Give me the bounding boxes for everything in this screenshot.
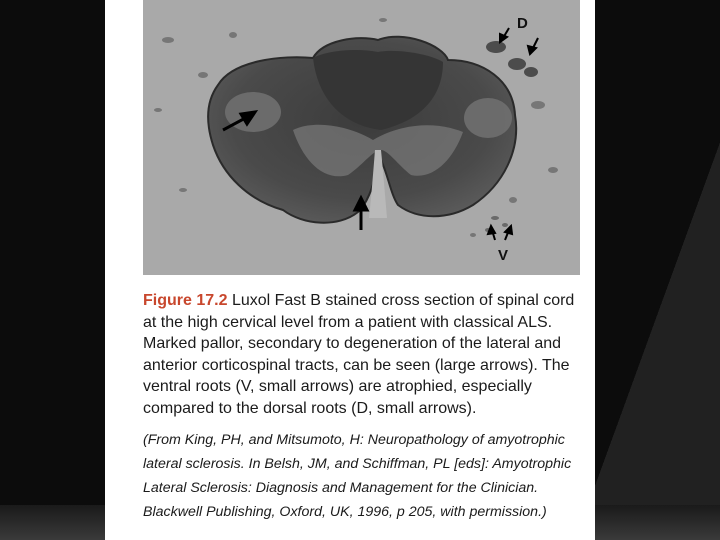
right-lateral-tract <box>464 98 512 138</box>
figure-credit: (From King, PH, and Mitsumoto, H: Neuropathology of amyotrophic lateral sclerosis. In Belsh, JM, and Schiffman, PL [eds]: Amyotrophic Lateral Sclerosis: Diagnosis and Management for the Clinician. Blackwell Publishing, Oxford, UK, 1996, p 205, with permission.) <box>143 432 572 520</box>
label-ventral: V <box>498 247 509 264</box>
background-shade-right <box>595 0 720 540</box>
figure-caption-text: Luxol Fast B stained cross section of spinal cord at the high cervical level from a patient with classical ALS. Marked pallor, secondary to degeneration of the lateral and anterior corticospinal tracts, can be seen (large arrows). The ventral roots (V, small arrows) are atrophied, especially compared to the dorsal roots (D, small arrows). <box>143 292 575 417</box>
figure-caption <box>143 290 583 419</box>
spinal-cord-micrograph <box>143 0 580 275</box>
figure-number: Figure 17.2 <box>143 292 228 309</box>
label-dorsal: D <box>517 15 528 32</box>
